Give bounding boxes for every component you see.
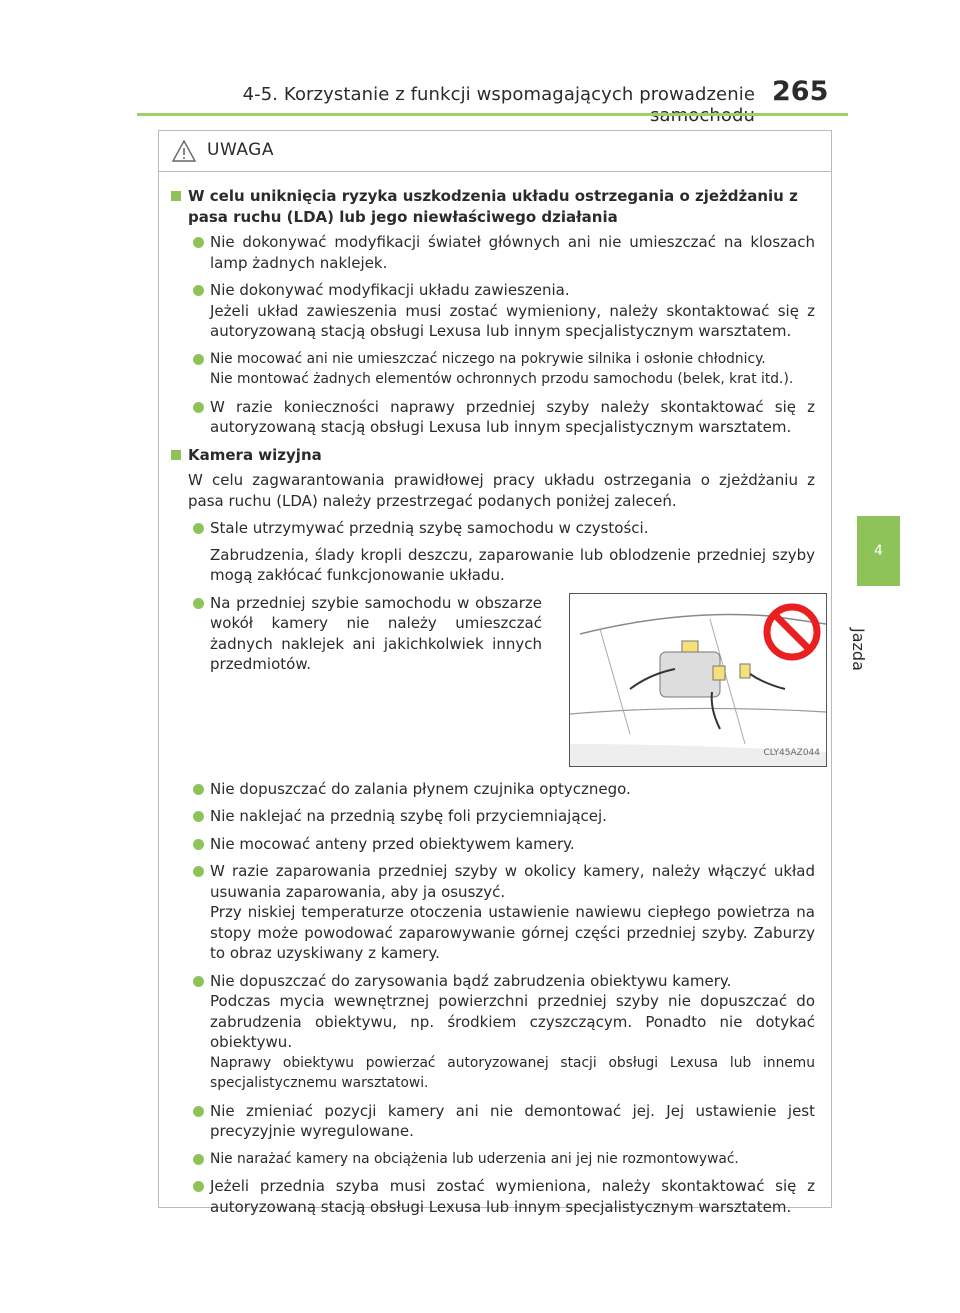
green-dot-icon	[193, 1181, 204, 1192]
list-item: Nie dokonywać modyfikacji świateł głównych ani nie umieszczać na kloszach lamp żadnych naklejek.	[171, 232, 815, 273]
chapter-label: Jazda	[849, 628, 868, 671]
warning-triangle-icon	[172, 140, 196, 162]
list-item: Nie narażać kamery na obciążenia lub uderzenia ani jej nie rozmontowywać.	[171, 1149, 815, 1170]
list-item: W razie konieczności naprawy przedniej szyby należy skontaktować się z autoryzowaną stacją obsługi Lexusa lub innym specjalistycznym warsztatem.	[171, 397, 815, 438]
warning-title: UWAGA	[207, 140, 274, 160]
list-item: Nie dokonywać modyfikacji układu zawieszenia. Jeżeli układ zawieszenia musi zostać wymieniony, należy skontaktować się z autoryzowaną stacją obsługi Lexusa lub innym specjalistycznym warsztatem.	[171, 280, 815, 342]
warning-box	[158, 130, 832, 1216]
running-header: 4-5. Korzystanie z funkcji wspomagających prowadzenie	[242, 84, 755, 105]
green-dot-icon	[193, 237, 204, 248]
green-dot-icon	[193, 285, 204, 296]
list-item: Nie zmieniać pozycji kamery ani nie demontować jej. Jej ustawienie jest precyzyjnie wyregulowane.	[171, 1101, 815, 1142]
list-item: Jeżeli przednia szyba musi zostać wymieniona, należy skontaktować się z autoryzowaną stacją obsługi Lexusa lub innym specjalistycznym warsztatem.	[171, 1176, 815, 1217]
green-dot-icon	[193, 839, 204, 850]
green-dot-icon	[193, 811, 204, 822]
list-item: Nie naklejać na przednią szybę foli przyciemniającej.	[171, 806, 815, 827]
green-square-icon	[171, 450, 181, 460]
list-item: Nie mocować ani nie umieszczać niczego na pokrywie silnika i osłonie chłodnicy. Nie montować żadnych elementów ochronnych przodu samochodu (belek, krat itd.).	[171, 349, 815, 390]
green-dot-icon	[193, 1106, 204, 1117]
green-dot-icon	[193, 523, 204, 534]
green-dot-icon	[193, 598, 204, 609]
list-item: Nie dopuszczać do zarysowania bądź zabrudzenia obiektywu kamery. Podczas mycia wewnętrznej powierzchni przedniej szyby nie dopuszczać do zabrudzenia obiektywu, np. środkiem czyszczącym. Ponadto nie dotykać obiektywu. Naprawy obiektywu powierzać autoryzowanej stacji obsługi Lexusa lub innemu specjalistycznemu warsztatowi.	[171, 971, 815, 1094]
green-dot-icon	[193, 354, 204, 365]
section-intro: W celu zagwarantowania prawidłowej pracy układu ostrzegania o zjeżdżaniu z pasa ruchu (LDA) należy przestrzegać podanych poniżej zaleceń.	[188, 471, 815, 510]
list-item: Stale utrzymywać przednią szybę samochodu w czystości. Zabrudzenia, ślady kropli deszczu, zaparowanie lub oblodzenie przedniej szyby mogą zakłócać funkcjonowanie układu.	[171, 518, 815, 586]
green-dot-icon	[193, 1154, 204, 1165]
page-number: 265	[772, 76, 829, 107]
windshield-camera-drawing	[570, 594, 826, 766]
green-dot-icon	[193, 866, 204, 877]
green-dot-icon	[193, 402, 204, 413]
list-item: Nie mocować anteny przed obiektywem kamery.	[171, 834, 815, 855]
header-rule	[137, 113, 848, 116]
section-heading: W celu uniknięcia ryzyka uszkodzenia układu ostrzegania o zjeżdżaniu z pasa ruchu (LDA) lub jego niewłaściwego działania	[171, 186, 815, 227]
figure-code: CLY45AZ044	[763, 748, 820, 758]
list-item: Nie dopuszczać do zalania płynem czujnika optycznego.	[171, 779, 815, 800]
list-item-with-figure: Na przedniej szybie samochodu w obszarze wokół kamery nie należy umieszczać żadnych naklejek ani jakichkolwiek innych przedmiotów. CLY45AZ044	[171, 593, 815, 773]
warning-box-header	[159, 131, 831, 172]
section-heading: Kamera wizyjna	[171, 445, 815, 466]
list-item: W razie zaparowania przedniej szyby w okolicy kamery, należy włączyć układ usuwania zaparowania, aby ja osuszyć. Przy niskiej temperaturze otoczenia ustawienie nawiewu ciepłego powietrza na stopy może powodować zaparowywanie górnej części przedniej szyby. Zaburzy to obraz uzyskiwany z kamery.	[171, 861, 815, 964]
warning-content	[159, 172, 831, 1217]
chapter-tab: 4	[857, 516, 900, 586]
green-dot-icon	[193, 784, 204, 795]
camera-illustration	[569, 593, 827, 767]
green-square-icon	[171, 191, 181, 201]
green-dot-icon	[193, 976, 204, 987]
